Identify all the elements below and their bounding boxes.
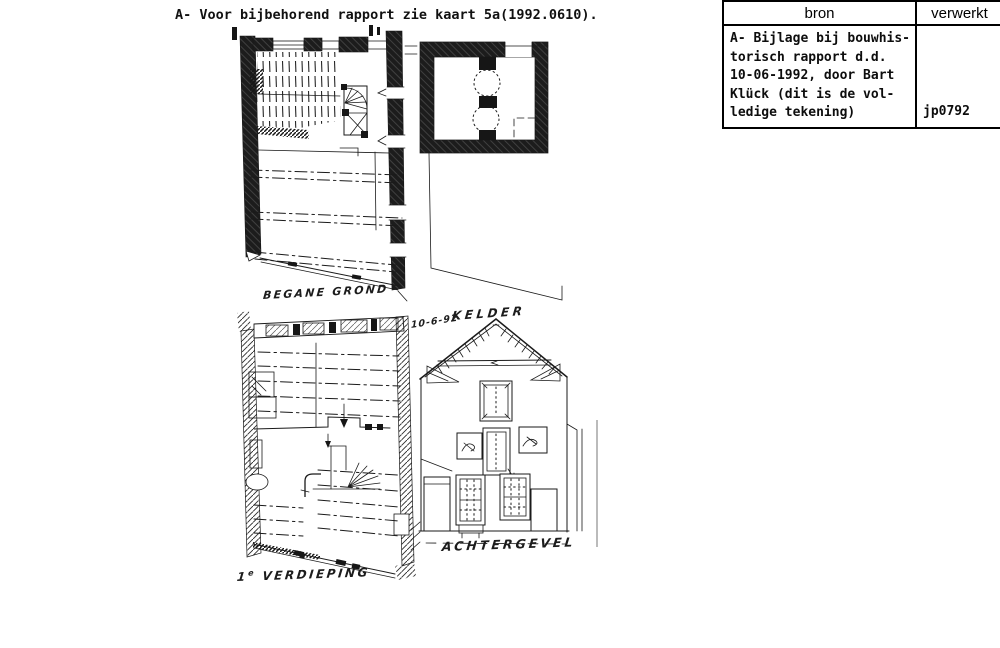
label-date-note: 10-6-92 xyxy=(410,312,459,332)
column-header-verwerkt: verwerkt xyxy=(917,2,1000,26)
plan-kelder xyxy=(420,41,562,300)
verwerkt-cell: jp0792 xyxy=(923,104,970,119)
plan-begane-grond xyxy=(232,25,421,301)
label-achtergevel: ACHTERGEVEL xyxy=(441,534,577,555)
column-header-bron: bron xyxy=(724,2,915,26)
bron-line: ledige tekening) xyxy=(730,105,856,120)
document-title: A- Voor bijbehorend rapport zie kaart 5a(1992.0610). xyxy=(175,7,598,23)
bron-line: torisch rapport d.d. xyxy=(730,49,887,65)
bron-line: 10-06-1992, door Bart xyxy=(730,68,895,83)
label-verdieping-text: VERDIEPING xyxy=(261,565,371,584)
label-verdieping-superscript: e xyxy=(247,568,257,578)
bron-line: Klück (dit is de vol- xyxy=(730,86,895,102)
label-begane-grond: BEGANE GROND xyxy=(262,282,389,303)
label-kelder: KELDER xyxy=(451,303,527,324)
plan-eerste-verdieping xyxy=(237,311,416,580)
drawing-achtergevel xyxy=(411,319,597,550)
bron-line: A- Bijlage bij bouwhis- xyxy=(730,31,911,46)
label-verdieping-number: 1 xyxy=(236,569,249,585)
